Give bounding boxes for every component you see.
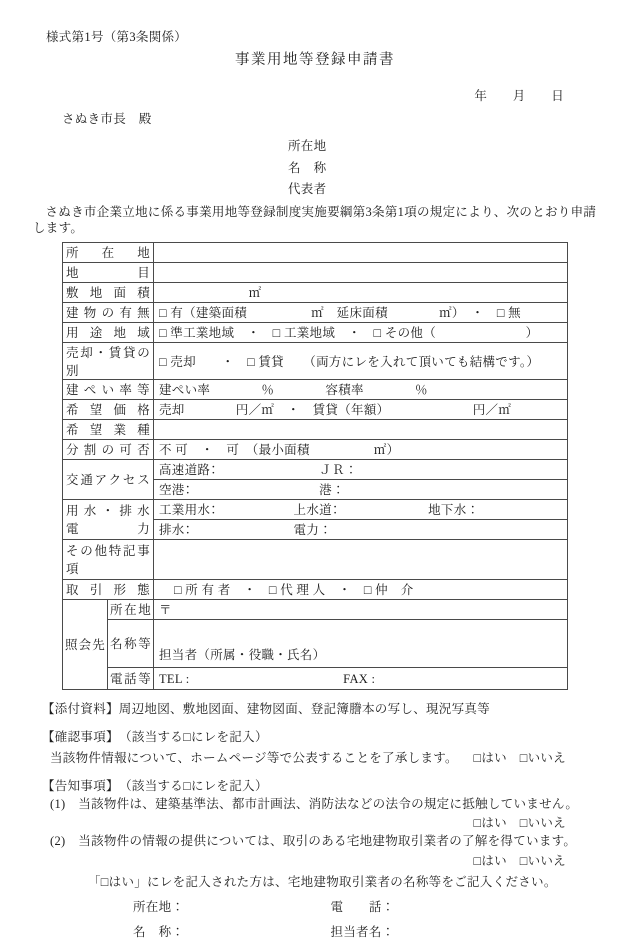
confirmation-heading: 【確認事項】 （該当する□にレを記入） [42,729,268,744]
row-utilities-1 [63,499,568,519]
desired-industry-label: 希望業種 [63,419,154,439]
notice-item-1: (1) 当該物件は、建築基準法、都市計画法、消防法などの法令の規定に抵触していません。 [50,796,579,811]
agent-row-1 [133,897,630,915]
utilities-row1-cell[interactable]: 工業用水： 上水道： 地下水： [154,499,568,519]
application-form-document [0,27,630,939]
coverage-ratio-label: 建ぺい率等 [63,379,154,399]
row-site-area [63,282,568,302]
row-transaction-type [63,579,568,599]
contact-address-label: 所在地 [108,599,154,619]
applicant-address-label: 所在地 [288,139,327,153]
desired-industry-value-cell[interactable] [154,419,568,439]
notice-heading: 【告知事項】 （該当する□にレを記入） [42,778,268,793]
utilities-row2-cell[interactable]: 排水： 電力： [154,519,568,539]
site-area-label: 敷地面積 [63,282,154,302]
applicant-representative-label: 代表者 [288,182,327,196]
row-coverage-ratio [63,379,568,399]
transaction-type-value-cell[interactable]: □ 所 有 者 ・ □ 代 理 人 ・ □ 仲 介 [154,579,568,599]
contact-name-value-cell[interactable] [154,619,568,667]
contact-group-label: 照会先 [63,599,108,689]
row-location [63,242,568,262]
addressee: さぬき市長 殿 [62,112,152,126]
contact-name-label: 名称等 [108,619,154,667]
land-category-value-cell[interactable] [154,262,568,282]
contact-address-value-cell[interactable]: 〒 [154,599,568,619]
divisibility-value-cell[interactable]: 不 可 ・ 可 （最小面積 ㎡） [154,439,568,459]
date-line: 年 月 日 [474,89,564,103]
applicant-name-label: 名 称 [288,160,327,175]
agent-name-label[interactable]: 名 称： [133,924,185,939]
utilities-label-line1: 用水・排水 [66,504,150,518]
row-contact-address [63,599,568,619]
special-notes-label: その他特記事項 [63,539,154,579]
zoning-label: 用途地域 [63,322,154,342]
form-number: 様式第1号（第3条関係） [46,30,188,44]
special-notes-value-cell[interactable] [154,539,568,579]
divisibility-label: 分割の可否 [63,439,154,459]
applicant-block [0,136,630,201]
row-desired-price [63,399,568,419]
desired-price-label: 希望価格 [63,399,154,419]
notice-item-2-choices[interactable]: □はい □いいえ [473,853,566,868]
agent-staff-label[interactable]: 担当者名： [330,924,395,939]
application-table [62,242,568,690]
row-contact-name [63,619,568,667]
row-special-notes [63,539,568,579]
location-value-cell[interactable] [154,242,568,262]
row-divisibility [63,439,568,459]
confirmation-choices[interactable]: □はい □いいえ [473,750,566,765]
row-contact-phone [63,667,568,689]
coverage-ratio-value-cell[interactable]: 建ぺい率 ％ 容積率 ％ [154,379,568,399]
sale-or-lease-label: 売却・賃貸の別 [63,342,154,379]
contact-phone-label: 電話等 [108,667,154,689]
row-zoning [63,322,568,342]
agent-row-2 [133,922,630,940]
row-building [63,302,568,322]
access-row2-cell[interactable]: 空港： 港： [154,479,568,499]
notice-item-2: (2) 当該物件の情報の提供については、取引のある宅地建物取引業者の了解を得ています。 [50,834,577,848]
transaction-type-label: 取引形態 [63,579,154,599]
site-area-value-cell[interactable]: ㎡ [154,282,568,302]
row-land-category [63,262,568,282]
agent-phone-label[interactable]: 電 話： [330,899,395,914]
attachments-line: 【添付資料】周辺地図、敷地図面、建物図面、登記簿謄本の写し、現況写真等 [42,701,491,716]
row-access-1 [63,459,568,479]
intro-paragraph: さぬき市企業立地に係る事業用地等登録制度実施要綱第3条第1項の規定により、次のとおり申請します。 [33,204,597,235]
row-desired-industry [63,419,568,439]
utilities-label-line2: 電力 [66,522,150,536]
desired-price-value-cell[interactable]: 売却 円／㎡ ・ 賃貸（年額） 円／㎡ [154,399,568,419]
row-sale-or-lease [63,342,568,379]
sale-or-lease-value-cell[interactable]: □ 売却 ・ □ 賃貸 （両方にレを入れて頂いても結構です。） [154,342,568,379]
page-title: 事業用地等登録申請書 [235,52,395,68]
location-label: 所在地 [63,242,154,262]
agent-address-label[interactable]: 所在地： [133,899,185,914]
land-category-label: 地目 [63,262,154,282]
building-value-cell[interactable]: □ 有（建築面積 ㎡ 延床面積 ㎡） ・ □ 無 [154,302,568,322]
zoning-value-cell[interactable]: □ 準工業地域 ・ □ 工業地域 ・ □ その他（ ） [154,322,568,342]
contact-phone-value-cell[interactable]: TEL : FAX : [154,667,568,689]
notice-note: 「□はい」にレを記入された方は、宅地建物取引業者の名称等をご記入ください。 [88,874,557,889]
utilities-label [63,499,154,539]
access-label: 交通アクセス [63,459,154,499]
access-row1-cell[interactable]: 高速道路： ＪＲ： [154,459,568,479]
confirmation-statement: 当該物件情報について、ホームページ等で公表することを了承します。 [50,750,458,765]
building-label: 建物の有無 [63,302,154,322]
confirmation-line [50,748,566,766]
notice-item-1-choices[interactable]: □はい □いいえ [473,816,566,830]
contact-name-note: 担当者（所属・役職・氏名） [159,648,326,662]
contact-name-blank-area[interactable] [159,621,562,645]
